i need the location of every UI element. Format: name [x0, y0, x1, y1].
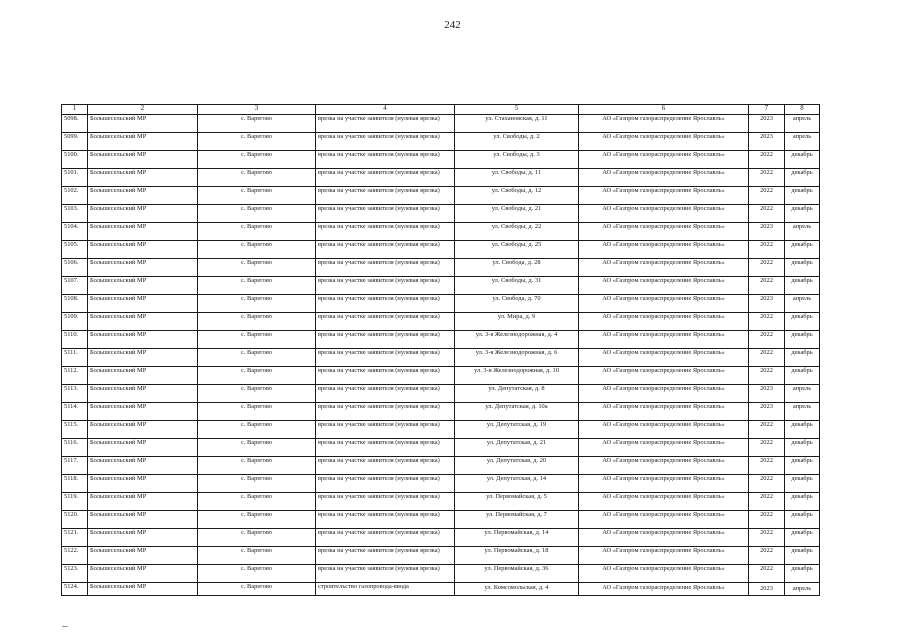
district-cell: Большесельский МР	[88, 223, 198, 241]
work-type-cell: врезка на участке заявителя (нулевая врезка)	[316, 367, 455, 385]
district-cell: Большесельский МР	[88, 511, 198, 529]
district-cell: Большесельский МР	[88, 403, 198, 421]
address-cell: ул. Первомайская, д. 7	[455, 511, 579, 529]
work-type-cell: врезка на участке заявителя (нулевая врезка)	[316, 421, 455, 439]
address-cell: ул. Депутатская, д. 20	[455, 457, 579, 475]
organization-cell: АО «Газпром газораспределение Ярославль»	[579, 547, 749, 565]
table-row	[62, 547, 820, 565]
row-number-cell: 5115.	[62, 421, 88, 439]
year-cell: 2022	[749, 511, 785, 529]
work-type-cell: врезка на участке заявителя (нулевая врезка)	[316, 547, 455, 565]
month-cell: декабрь	[785, 331, 820, 349]
settlement-cell: с. Варегово	[198, 151, 316, 169]
month-cell: декабрь	[785, 277, 820, 295]
table-body	[62, 105, 820, 596]
table-row	[62, 421, 820, 439]
year-cell: 2022	[749, 205, 785, 223]
work-type-cell: врезка на участке заявителя (нулевая врезка)	[316, 385, 455, 403]
table-row	[62, 259, 820, 277]
organization-cell: АО «Газпром газораспределение Ярославль»	[579, 169, 749, 187]
district-cell: Большесельский МР	[88, 259, 198, 277]
organization-cell: АО «Газпром газораспределение Ярославль»	[579, 583, 749, 596]
year-cell: 2022	[749, 475, 785, 493]
row-number-cell: 5121.	[62, 529, 88, 547]
month-cell: декабрь	[785, 529, 820, 547]
year-cell: 2023	[749, 403, 785, 421]
year-cell: 2022	[749, 277, 785, 295]
organization-cell: АО «Газпром газораспределение Ярославль»	[579, 187, 749, 205]
settlement-cell: с. Варегово	[198, 349, 316, 367]
district-cell: Большесельский МР	[88, 367, 198, 385]
month-cell: апрель	[785, 583, 820, 596]
row-number-cell: 5119.	[62, 493, 88, 511]
table-row	[62, 313, 820, 331]
month-cell: декабрь	[785, 205, 820, 223]
address-cell: ул. Депутатская, д. 8	[455, 385, 579, 403]
settlement-cell: с. Варегово	[198, 205, 316, 223]
month-cell: апрель	[785, 115, 820, 133]
settlement-cell: с. Варегово	[198, 457, 316, 475]
organization-cell: АО «Газпром газораспределение Ярославль»	[579, 205, 749, 223]
work-type-cell: строительство газопровода-ввода	[316, 583, 455, 596]
settlement-cell: с. Варегово	[198, 313, 316, 331]
month-cell: декабрь	[785, 169, 820, 187]
table-row	[62, 151, 820, 169]
district-cell: Большесельский МР	[88, 385, 198, 403]
settlement-cell: с. Варегово	[198, 133, 316, 151]
address-cell: ул. Свободы, д. 22	[455, 223, 579, 241]
row-number-cell: 5113.	[62, 385, 88, 403]
row-number-cell: 5106.	[62, 259, 88, 277]
work-type-cell: врезка на участке заявителя (нулевая врезка)	[316, 403, 455, 421]
address-cell: ул. Свобода, д. 28	[455, 259, 579, 277]
month-cell: декабрь	[785, 349, 820, 367]
address-cell: ул. 3-я Железнодорожная, д. 10	[455, 367, 579, 385]
work-type-cell: врезка на участке заявителя (нулевая врезка)	[316, 115, 455, 133]
work-type-cell: врезка на участке заявителя (нулевая врезка)	[316, 169, 455, 187]
header-row	[62, 105, 820, 115]
month-cell: апрель	[785, 295, 820, 313]
work-type-cell: врезка на участке заявителя (нулевая врезка)	[316, 475, 455, 493]
settlement-cell: с. Варегово	[198, 565, 316, 583]
district-cell: Большесельский МР	[88, 295, 198, 313]
table-row	[62, 367, 820, 385]
address-cell: ул. Свободы, д. 11	[455, 169, 579, 187]
address-cell: ул. Свободы, д. 25	[455, 241, 579, 259]
work-type-cell: врезка на участке заявителя (нулевая врезка)	[316, 511, 455, 529]
district-cell: Большесельский МР	[88, 187, 198, 205]
header-cell-6: 6	[579, 105, 749, 115]
work-type-cell: врезка на участке заявителя (нулевая врезка)	[316, 151, 455, 169]
row-number-cell: 5118.	[62, 475, 88, 493]
row-number-cell: 5098.	[62, 115, 88, 133]
header-cell-4: 4	[316, 105, 455, 115]
district-cell: Большесельский МР	[88, 313, 198, 331]
organization-cell: АО «Газпром газораспределение Ярославль»	[579, 403, 749, 421]
table-row	[62, 115, 820, 133]
table-row	[62, 169, 820, 187]
address-cell: ул. Мира, д. 9	[455, 313, 579, 331]
organization-cell: АО «Газпром газораспределение Ярославль»	[579, 439, 749, 457]
row-number-cell: 5109.	[62, 313, 88, 331]
row-number-cell: 5102.	[62, 187, 88, 205]
row-number-cell: 5107.	[62, 277, 88, 295]
work-type-cell: врезка на участке заявителя (нулевая врезка)	[316, 439, 455, 457]
month-cell: декабрь	[785, 439, 820, 457]
district-cell: Большесельский МР	[88, 115, 198, 133]
works-table	[61, 104, 820, 596]
organization-cell: АО «Газпром газораспределение Ярославль»	[579, 529, 749, 547]
month-cell: декабрь	[785, 511, 820, 529]
work-type-cell: врезка на участке заявителя (нулевая врезка)	[316, 205, 455, 223]
work-type-cell: врезка на участке заявителя (нулевая врезка)	[316, 493, 455, 511]
address-cell: ул. Депутатская, д. 14	[455, 475, 579, 493]
year-cell: 2022	[749, 313, 785, 331]
table-row	[62, 385, 820, 403]
organization-cell: АО «Газпром газораспределение Ярославль»	[579, 133, 749, 151]
year-cell: 2022	[749, 367, 785, 385]
year-cell: 2022	[749, 151, 785, 169]
settlement-cell: с. Варегово	[198, 367, 316, 385]
row-number-cell: 5112.	[62, 367, 88, 385]
settlement-cell: с. Варегово	[198, 187, 316, 205]
month-cell: декабрь	[785, 547, 820, 565]
table-row	[62, 187, 820, 205]
address-cell: ул. Депутатская, д. 19	[455, 421, 579, 439]
table-row	[62, 349, 820, 367]
address-cell: ул. Первомайская, д. 18	[455, 547, 579, 565]
row-number-cell: 5111.	[62, 349, 88, 367]
settlement-cell: с. Варегово	[198, 403, 316, 421]
address-cell: ул. Свободы, д. 2	[455, 133, 579, 151]
table-row	[62, 295, 820, 313]
address-cell: ул. Свободы, д. 31	[455, 277, 579, 295]
work-type-cell: врезка на участке заявителя (нулевая врезка)	[316, 241, 455, 259]
work-type-cell: врезка на участке заявителя (нулевая врезка)	[316, 277, 455, 295]
work-type-cell: врезка на участке заявителя (нулевая врезка)	[316, 331, 455, 349]
district-cell: Большесельский МР	[88, 421, 198, 439]
page-number: 242	[444, 19, 461, 31]
table-row	[62, 277, 820, 295]
settlement-cell: с. Варегово	[198, 511, 316, 529]
year-cell: 2022	[749, 457, 785, 475]
year-cell: 2022	[749, 565, 785, 583]
district-cell: Большесельский МР	[88, 439, 198, 457]
table-row	[62, 565, 820, 583]
header-cell-5: 5	[455, 105, 579, 115]
month-cell: апрель	[785, 385, 820, 403]
scan-artifact	[62, 626, 68, 627]
year-cell: 2022	[749, 421, 785, 439]
organization-cell: АО «Газпром газораспределение Ярославль»	[579, 493, 749, 511]
organization-cell: АО «Газпром газораспределение Ярославль»	[579, 385, 749, 403]
header-cell-2: 2	[88, 105, 198, 115]
row-number-cell: 5100.	[62, 151, 88, 169]
row-number-cell: 5108.	[62, 295, 88, 313]
work-type-cell: врезка на участке заявителя (нулевая врезка)	[316, 457, 455, 475]
address-cell: ул. Свободы, д. 21	[455, 205, 579, 223]
year-cell: 2023	[749, 385, 785, 403]
settlement-cell: с. Варегово	[198, 223, 316, 241]
organization-cell: АО «Газпром газораспределение Ярославль»	[579, 349, 749, 367]
month-cell: декабрь	[785, 493, 820, 511]
work-type-cell: врезка на участке заявителя (нулевая врезка)	[316, 133, 455, 151]
district-cell: Большесельский МР	[88, 205, 198, 223]
address-cell: ул. Первомайская, д. 14	[455, 529, 579, 547]
organization-cell: АО «Газпром газораспределение Ярославль»	[579, 367, 749, 385]
address-cell: ул. Стахановская, д. 11	[455, 115, 579, 133]
settlement-cell: с. Варегово	[198, 295, 316, 313]
year-cell: 2022	[749, 529, 785, 547]
header-cell-1: 1	[62, 105, 88, 115]
settlement-cell: с. Варегово	[198, 475, 316, 493]
month-cell: апрель	[785, 403, 820, 421]
organization-cell: АО «Газпром газораспределение Ярославль»	[579, 115, 749, 133]
header-cell-8: 8	[785, 105, 820, 115]
organization-cell: АО «Газпром газораспределение Ярославль»	[579, 565, 749, 583]
row-number-cell: 5123.	[62, 565, 88, 583]
organization-cell: АО «Газпром газораспределение Ярославль»	[579, 331, 749, 349]
row-number-cell: 5124.	[62, 583, 88, 596]
address-cell: ул. Первомайская, д. 5	[455, 493, 579, 511]
address-cell: ул. Депутатская, д. 10а	[455, 403, 579, 421]
district-cell: Большесельский МР	[88, 583, 198, 596]
address-cell: ул. 3-я Железнодорожная, д. 4	[455, 331, 579, 349]
address-cell: ул. Свободы, д. 12	[455, 187, 579, 205]
organization-cell: АО «Газпром газораспределение Ярославль»	[579, 457, 749, 475]
year-cell: 2022	[749, 547, 785, 565]
organization-cell: АО «Газпром газораспределение Ярославль»	[579, 277, 749, 295]
month-cell: апрель	[785, 223, 820, 241]
table-row	[62, 241, 820, 259]
year-cell: 2023	[749, 115, 785, 133]
year-cell: 2022	[749, 169, 785, 187]
table-row	[62, 583, 820, 596]
table-row	[62, 133, 820, 151]
header-cell-3: 3	[198, 105, 316, 115]
organization-cell: АО «Газпром газораспределение Ярославль»	[579, 475, 749, 493]
settlement-cell: с. Варегово	[198, 547, 316, 565]
settlement-cell: с. Варегово	[198, 115, 316, 133]
row-number-cell: 5104.	[62, 223, 88, 241]
work-type-cell: врезка на участке заявителя (нулевая врезка)	[316, 259, 455, 277]
organization-cell: АО «Газпром газораспределение Ярославль»	[579, 313, 749, 331]
table-row	[62, 493, 820, 511]
address-cell: ул. Свобода, д. 70	[455, 295, 579, 313]
table-row	[62, 529, 820, 547]
settlement-cell: с. Варегово	[198, 385, 316, 403]
table-row	[62, 439, 820, 457]
table-row	[62, 223, 820, 241]
district-cell: Большесельский МР	[88, 349, 198, 367]
year-cell: 2023	[749, 133, 785, 151]
year-cell: 2022	[749, 331, 785, 349]
organization-cell: АО «Газпром газораспределение Ярославль»	[579, 241, 749, 259]
settlement-cell: с. Варегово	[198, 169, 316, 187]
row-number-cell: 5117.	[62, 457, 88, 475]
month-cell: декабрь	[785, 313, 820, 331]
district-cell: Большесельский МР	[88, 151, 198, 169]
row-number-cell: 5101.	[62, 169, 88, 187]
settlement-cell: с. Варегово	[198, 493, 316, 511]
district-cell: Большесельский МР	[88, 475, 198, 493]
year-cell: 2022	[749, 187, 785, 205]
month-cell: декабрь	[785, 187, 820, 205]
settlement-cell: с. Варегово	[198, 331, 316, 349]
district-cell: Большесельский МР	[88, 331, 198, 349]
row-number-cell: 5099.	[62, 133, 88, 151]
settlement-cell: с. Варегово	[198, 421, 316, 439]
month-cell: декабрь	[785, 259, 820, 277]
month-cell: декабрь	[785, 457, 820, 475]
settlement-cell: с. Варегово	[198, 241, 316, 259]
settlement-cell: с. Варегово	[198, 583, 316, 596]
row-number-cell: 5122.	[62, 547, 88, 565]
settlement-cell: с. Варегово	[198, 529, 316, 547]
settlement-cell: с. Варегово	[198, 277, 316, 295]
year-cell: 2022	[749, 259, 785, 277]
organization-cell: АО «Газпром газораспределение Ярославль»	[579, 223, 749, 241]
year-cell: 2022	[749, 493, 785, 511]
month-cell: апрель	[785, 133, 820, 151]
month-cell: декабрь	[785, 241, 820, 259]
table-row	[62, 511, 820, 529]
organization-cell: АО «Газпром газораспределение Ярославль»	[579, 295, 749, 313]
month-cell: декабрь	[785, 421, 820, 439]
district-cell: Большесельский МР	[88, 169, 198, 187]
row-number-cell: 5105.	[62, 241, 88, 259]
header-cell-7: 7	[749, 105, 785, 115]
year-cell: 2022	[749, 349, 785, 367]
district-cell: Большесельский МР	[88, 277, 198, 295]
row-number-cell: 5110.	[62, 331, 88, 349]
address-cell: ул. Депутатская, д. 21	[455, 439, 579, 457]
year-cell: 2022	[749, 241, 785, 259]
month-cell: декабрь	[785, 565, 820, 583]
month-cell: декабрь	[785, 367, 820, 385]
organization-cell: АО «Газпром газораспределение Ярославль»	[579, 511, 749, 529]
year-cell: 2023	[749, 583, 785, 596]
address-cell: ул. 3-я Железнодорожная, д. 6	[455, 349, 579, 367]
row-number-cell: 5120.	[62, 511, 88, 529]
work-type-cell: врезка на участке заявителя (нулевая врезка)	[316, 295, 455, 313]
settlement-cell: с. Варегово	[198, 439, 316, 457]
month-cell: декабрь	[785, 151, 820, 169]
table-row	[62, 457, 820, 475]
year-cell: 2023	[749, 223, 785, 241]
organization-cell: АО «Газпром газораспределение Ярославль»	[579, 421, 749, 439]
work-type-cell: врезка на участке заявителя (нулевая врезка)	[316, 313, 455, 331]
row-number-cell: 5116.	[62, 439, 88, 457]
district-cell: Большесельский МР	[88, 547, 198, 565]
address-cell: ул. Первомайская, д. 36	[455, 565, 579, 583]
work-type-cell: врезка на участке заявителя (нулевая врезка)	[316, 529, 455, 547]
row-number-cell: 5103.	[62, 205, 88, 223]
district-cell: Большесельский МР	[88, 493, 198, 511]
work-type-cell: врезка на участке заявителя (нулевая врезка)	[316, 565, 455, 583]
month-cell: декабрь	[785, 475, 820, 493]
district-cell: Большесельский МР	[88, 529, 198, 547]
work-type-cell: врезка на участке заявителя (нулевая врезка)	[316, 187, 455, 205]
district-cell: Большесельский МР	[88, 457, 198, 475]
row-number-cell: 5114.	[62, 403, 88, 421]
organization-cell: АО «Газпром газораспределение Ярославль»	[579, 259, 749, 277]
work-type-cell: врезка на участке заявителя (нулевая врезка)	[316, 349, 455, 367]
district-cell: Большесельский МР	[88, 241, 198, 259]
table-row	[62, 331, 820, 349]
table-row	[62, 403, 820, 421]
table-row	[62, 475, 820, 493]
address-cell: ул. Свободы, д. 3	[455, 151, 579, 169]
district-cell: Большесельский МР	[88, 565, 198, 583]
table-row	[62, 205, 820, 223]
year-cell: 2022	[749, 439, 785, 457]
district-cell: Большесельский МР	[88, 133, 198, 151]
settlement-cell: с. Варегово	[198, 259, 316, 277]
organization-cell: АО «Газпром газораспределение Ярославль»	[579, 151, 749, 169]
year-cell: 2023	[749, 295, 785, 313]
address-cell: ул. Комсомольская, д. 4	[455, 583, 579, 596]
work-type-cell: врезка на участке заявителя (нулевая врезка)	[316, 223, 455, 241]
